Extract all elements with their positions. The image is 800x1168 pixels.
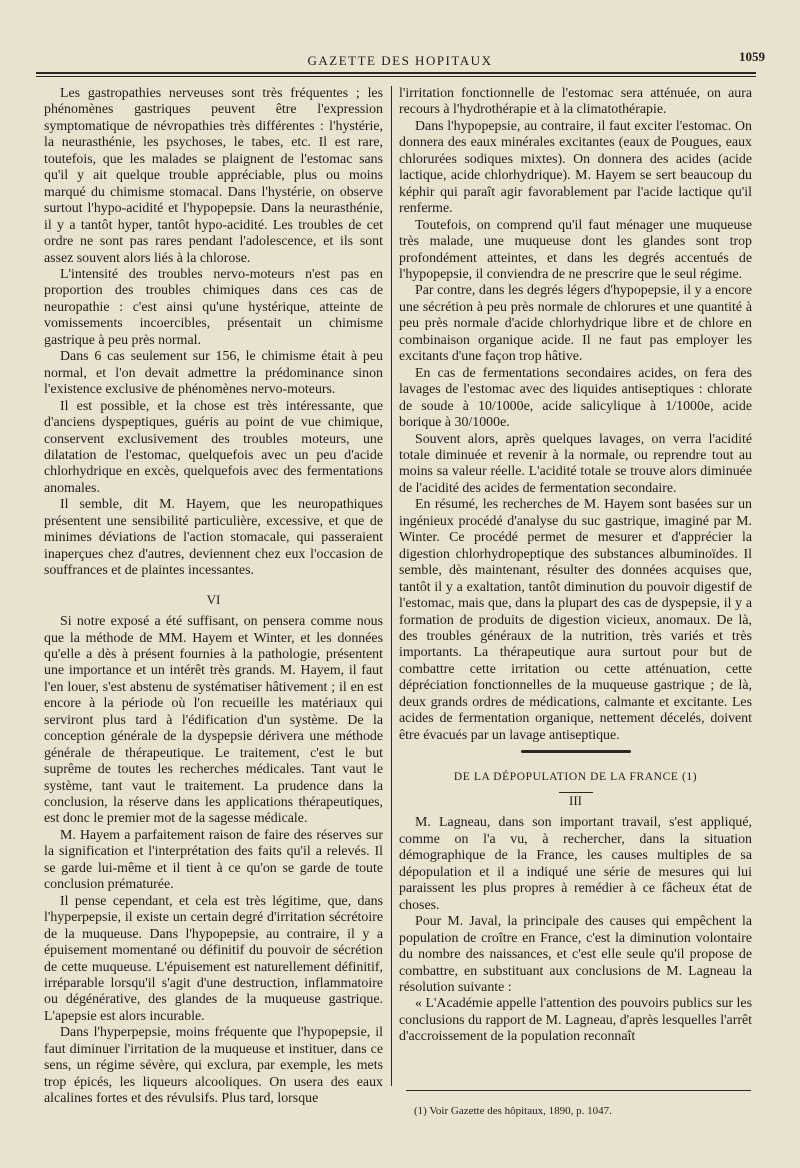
paragraph: Il semble, dit M. Hayem, que les neuropathiques présentent une sensibilité particulière, excessive, et que de minimes déviations de l'action stomacale, qui passeraient inaperçues chez d'autres, deviennent chez eux l'occasion de souffrances et de plaintes incessantes.	[44, 497, 383, 579]
paragraph: Il pense cependant, et cela est très légitime, que, dans l'hyperpepsie, il existe un certain degré d'irritation sécrétoire de la muqueuse. Dans l'hypopepsie, au contraire, il y a épuisement momentané ou définitif du pouvoir de sécrétion de cette muqueuse. L'épuisement est naturellement définitif, irréparable lorsqu'il s'agit d'une destruction, inflammatoire ou dégénérative, des glandes de la muqueuse gastrique. L'apepsie est alors incurable.	[44, 893, 383, 1024]
paragraph: Toutefois, on comprend qu'il faut ménager une muqueuse très malade, une muqueuse dont les glandes sont trop profondément atteintes, et dans les degrés accentués de l'hypopepsie, il conviendra de ne prescrire que le seul régime.	[399, 217, 752, 282]
ornamental-divider	[399, 744, 752, 760]
paragraph: Dans 6 cas seulement sur 156, le chimisme était à peu normal, et l'on devait admettre la prédominance sinon l'existence exclusive de phénomènes nervo-moteurs.	[44, 349, 383, 398]
article-title: DE LA DÉPOPULATION DE LA FRANCE (1)	[453, 770, 698, 783]
header-rule-thin	[36, 76, 756, 77]
paragraph: Pour M. Javal, la principale des causes qui empêchent la population de croître en France, c'est la diminution volontaire du nombre des naissances, et c'est elle seule qu'il propose de combattre, en substituant aux conclusions de M. Lagneau la résolution suivante :	[399, 914, 752, 995]
paragraph: En cas de fermentations secondaires acides, on fera des lavages de l'estomac avec des liquides antiseptiques : chlorate de soude à 10/1000e, acide salicylique à 1/1000e, acide borique à 30/1000e.	[399, 365, 752, 431]
column-divider	[391, 86, 392, 1086]
spacer	[44, 580, 383, 592]
article-section-number: III	[569, 793, 582, 809]
title-rule	[399, 785, 752, 793]
page-number: 1059	[739, 49, 765, 64]
paragraph: Les gastropathies nerveuses sont très fréquentes ; les phénomènes gastriques peuvent être l'expression symptomatique de névropathies très différentes : l'hystérie, la neurasthénie, les psychoses, le tabes, etc. Il est rare, toutefois, que les malades se plaignent de l'estomac sans qu'il y ait quelque trouble appréciable, plus ou moins marqué du chimisme stomacal. Dans l'hystérie, on observe surtout l'hypo-acidité et l'hypopepsie. Dans la neurasthénie, il y a tantôt hyper, tantôt hypo-acidité. Les troubles de cet ordre ne sont pas rares pendant l'adolescence, et ils sont assez souvent alors liés à la chlorose.	[44, 86, 383, 266]
paragraph: Souvent alors, après quelques lavages, on verra l'acidité totale diminuée et revenir à la normale, ou reprendre tout au moins sa valeur réelle. L'acidité totale se trouve alors diminuée de l'acidité des acides de fermentation secondaire.	[399, 431, 752, 496]
section-number: VI	[206, 591, 221, 607]
paragraph: « L'Académie appelle l'attention des pouvoirs publics sur les conclusions du rapport de M. Lagneau, d'après lesquelles l'arrêt d'accroissement de la population reconnaît	[399, 996, 752, 1045]
left-column	[44, 86, 383, 1108]
right-column	[399, 86, 752, 1046]
footnote: (1) Voir Gazette des hôpitaux, 1890, p. 1047.	[414, 1105, 612, 1117]
paragraph: Si notre exposé a été suffisant, on pensera comme nous que la méthode de MM. Hayem et Winter, et les données qu'elle a dès à présent fournies à la pathologie, présentent une importance et un intérêt très grands. M. Hayem, il faut l'en louer, s'est abstenu de systématiser hâtivement ; il en est encore à la période où l'on recueille les matériaux qui serviront plus tard à l'édification d'un système. De la conception générale de la dyspepsie dérivera une méthode générale de thérapeutique. Le traitement, c'est le but suprême de toutes les recherches médicales. Tant vaut le système, tant vaut le traitement. La prudence dans la conclusion, la réserve dans les applications thérapeutiques, est donc le premier mot de la sagesse médicale.	[44, 614, 383, 827]
paragraph: Dans l'hyperpepsie, moins fréquente que l'hypopepsie, il faut diminuer l'irritation de la muqueuse et instituer, dans ce sens, un régime sévère, qui exclura, par exemple, les mets trop épicés, les liqueurs alcooliques. On usera des eaux alcalines fortes et des révulsifs. Plus tard, lorsque	[44, 1025, 383, 1107]
paragraph: Il est possible, et la chose est très intéressante, que d'anciens dyspeptiques, guéris au point de vue chimique, conservent exclusivement des troubles moteurs, une dilatation de l'estomac, quelquefois avec un peu d'acide chlorhydrique en excès, quelquefois avec des fermentations anomales.	[44, 398, 383, 496]
paragraph: M. Lagneau, dans son important travail, s'est appliqué, comme on l'a vu, à rechercher, dans la situation démographique de la France, les causes multiples de sa dépopulation et il a indiqué une série de mesures qui lui paraissent les plus propres à remédier à ce fâcheux état de choses.	[399, 815, 752, 913]
paragraph: L'intensité des troubles nervo-moteurs n'est pas en proportion des troubles chimiques dans ces cas de neuropathie : c'est ainsi qu'une hystérique, atteinte de vomissements incoercibles, présentait un chimisme gastrique à peu près normal.	[44, 266, 383, 348]
paragraph: Par contre, dans les degrés légers d'hypopepsie, il y a encore une sécrétion à peu près normale de chlorures et une quantité à peu près normale d'acide chlorhydrique libre et de chlore en combinaison organique acide. Il ne faut pas employer les excitants d'une façon trop hâtive.	[399, 283, 752, 365]
spacer	[399, 761, 752, 769]
footnote-rule	[406, 1090, 751, 1091]
paragraph: l'irritation fonctionnelle de l'estomac sera atténuée, on aura recours à l'hydrothérapie et à la climatothérapie.	[399, 86, 752, 118]
running-header-title: GAZETTE DES HOPITAUX	[307, 53, 493, 68]
paragraph: M. Hayem a parfaitement raison de faire des réserves sur la signification et l'interprétation des faits qu'il a relevés. Il se garde lui-même et il tient à ce qu'on se garde de toute conclusion prématurée.	[44, 827, 383, 893]
paragraph: Dans l'hypopepsie, au contraire, il faut exciter l'estomac. On donnera des eaux minérales excitantes (eaux de Pougues, eaux chlorurées sodiques mixtes). On donnera des acides (acide lactique, acide chlorhydrique). M. Hayem se sert beaucoup du képhir qui paraît agir favorablement par l'acide lactique qu'il renferme.	[399, 118, 752, 217]
header-rule	[36, 72, 756, 74]
paragraph: En résumé, les recherches de M. Hayem sont basées sur un ingénieux procédé d'analyse du suc gastrique, imaginé par M. Winter. Ce procédé permet de mesurer et d'apprécier la digestion chlorhydropeptique des substances albuminoïdes. Il semble, dès maintenant, résulter des données acquises que, tantôt il y a exaltation, tantôt diminution du pouvoir digestif de l'estomac, mais que, dans la plupart des cas de dyspepsie, il y a formation de produits de digestion vicieux, anomaux. De là, des troubles généraux de la nutrition, très variés et très importants. La thérapeutique aura surtout pour but de combattre cette irritation ou cette atténuation, cette dépréciation fonctionnelles de la muqueuse gastrique ; de là, deux grands ordres de médications, calmante et excitante. Les acides de fermentation organique, nettement décelés, doivent être évacués par un lavage antiseptique.	[399, 497, 752, 743]
